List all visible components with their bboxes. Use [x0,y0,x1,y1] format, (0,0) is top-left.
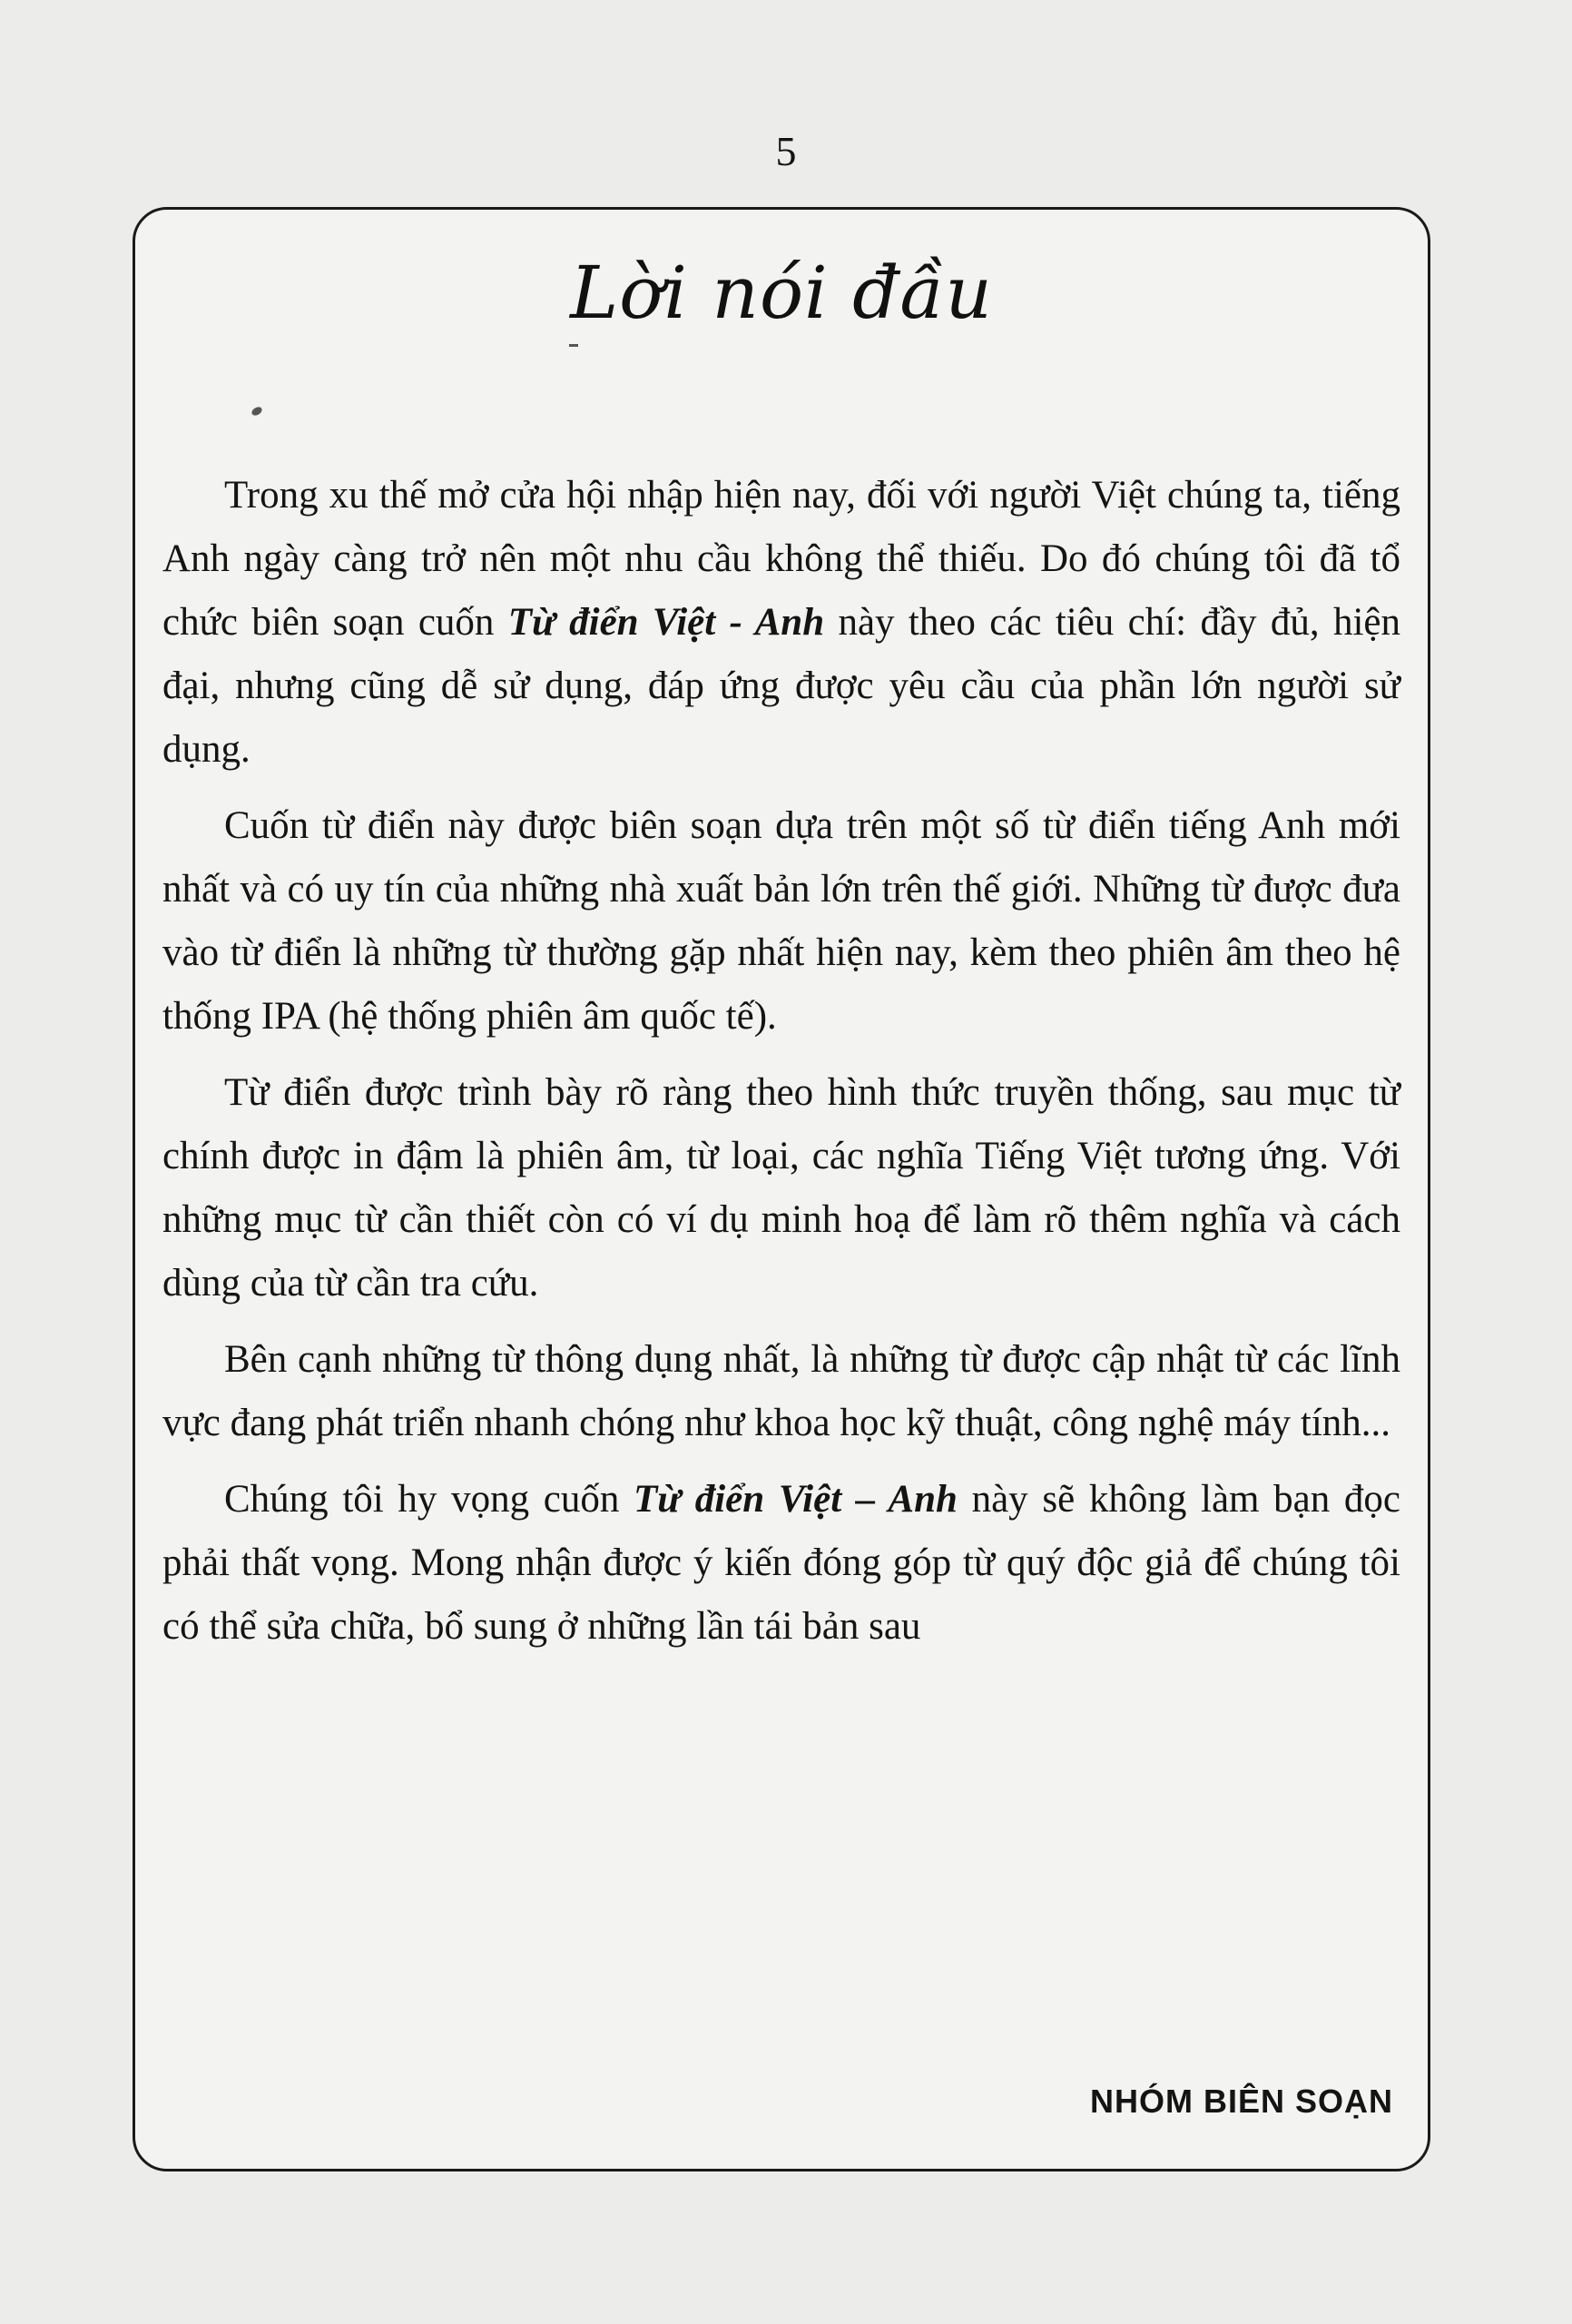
paragraph-2 [162,794,1400,1049]
paragraph-3 [162,1061,1400,1315]
paragraph-4 [162,1328,1400,1455]
paragraph-text: Từ điển được trình bày rõ ràng theo hình thức truyền thống, sau mục từ chính được in đậm là phiên âm, từ loại, các nghĩa Tiếng Việt tương ứng. Với những mục từ cần thiết còn có ví dụ minh hoạ để làm rõ thêm nghĩa và cách dùng của từ cần tra cứu. [162,1071,1400,1305]
paragraph-text: Chúng tôi hy vọng cuốn [224,1478,634,1521]
paragraph-text: Bên cạnh những từ thông dụng nhất, là những từ được cập nhật từ các lĩnh vực đang phát triển nhanh chóng như khoa học kỹ thuật, công nghệ máy tính... [162,1338,1400,1444]
paragraph-1 [162,464,1400,782]
title-mark [569,344,578,347]
paragraph-5 [162,1468,1400,1659]
paragraph-text: này theo các tiêu chí: đầy đủ, hiện đại, nhưng cũng dễ sử dụng, đáp ứng được yêu cầu của phần lớn người sử dụng. [162,601,1400,771]
paragraph-text: Cuốn từ điển này được biên soạn dựa trên một số từ điển tiếng Anh mới nhất và có uy tín của những nhà xuất bản lớn trên thế giới. Những từ được đưa vào từ điển là những từ thường gặp nhất hiện nay, kèm theo phiên âm theo hệ thống IPA (hệ thống phiên âm quốc tế). [162,804,1400,1038]
page-number: 5 [775,128,797,174]
paragraph-text: Trong xu thế mở cửa hội nhập hiện nay, đối với người Việt chúng ta, tiếng Anh ngày càng trở nên một nhu cầu không thể thiếu. Do đó chúng tôi đã tổ chức biên soạn cuốn [162,474,1400,644]
ink-dot [251,406,263,418]
paragraph-text: này sẽ không làm bạn đọc phải thất vọng. Mong nhận được ý kiến đóng góp từ quý độc giả để chúng tôi có thể sửa chữa, bổ sung ở những lần tái bản sau [162,1478,1400,1648]
preface-frame [133,207,1430,2171]
book-title-emphasis: Từ điển Việt - Anh [507,601,825,644]
author-signature: NHÓM BIÊN SOẠN [1089,2083,1393,2120]
book-title-emphasis: Từ điển Việt – Anh [634,1478,958,1521]
preface-body [162,464,1400,1671]
preface-title: Lời nói đầu [570,251,993,335]
